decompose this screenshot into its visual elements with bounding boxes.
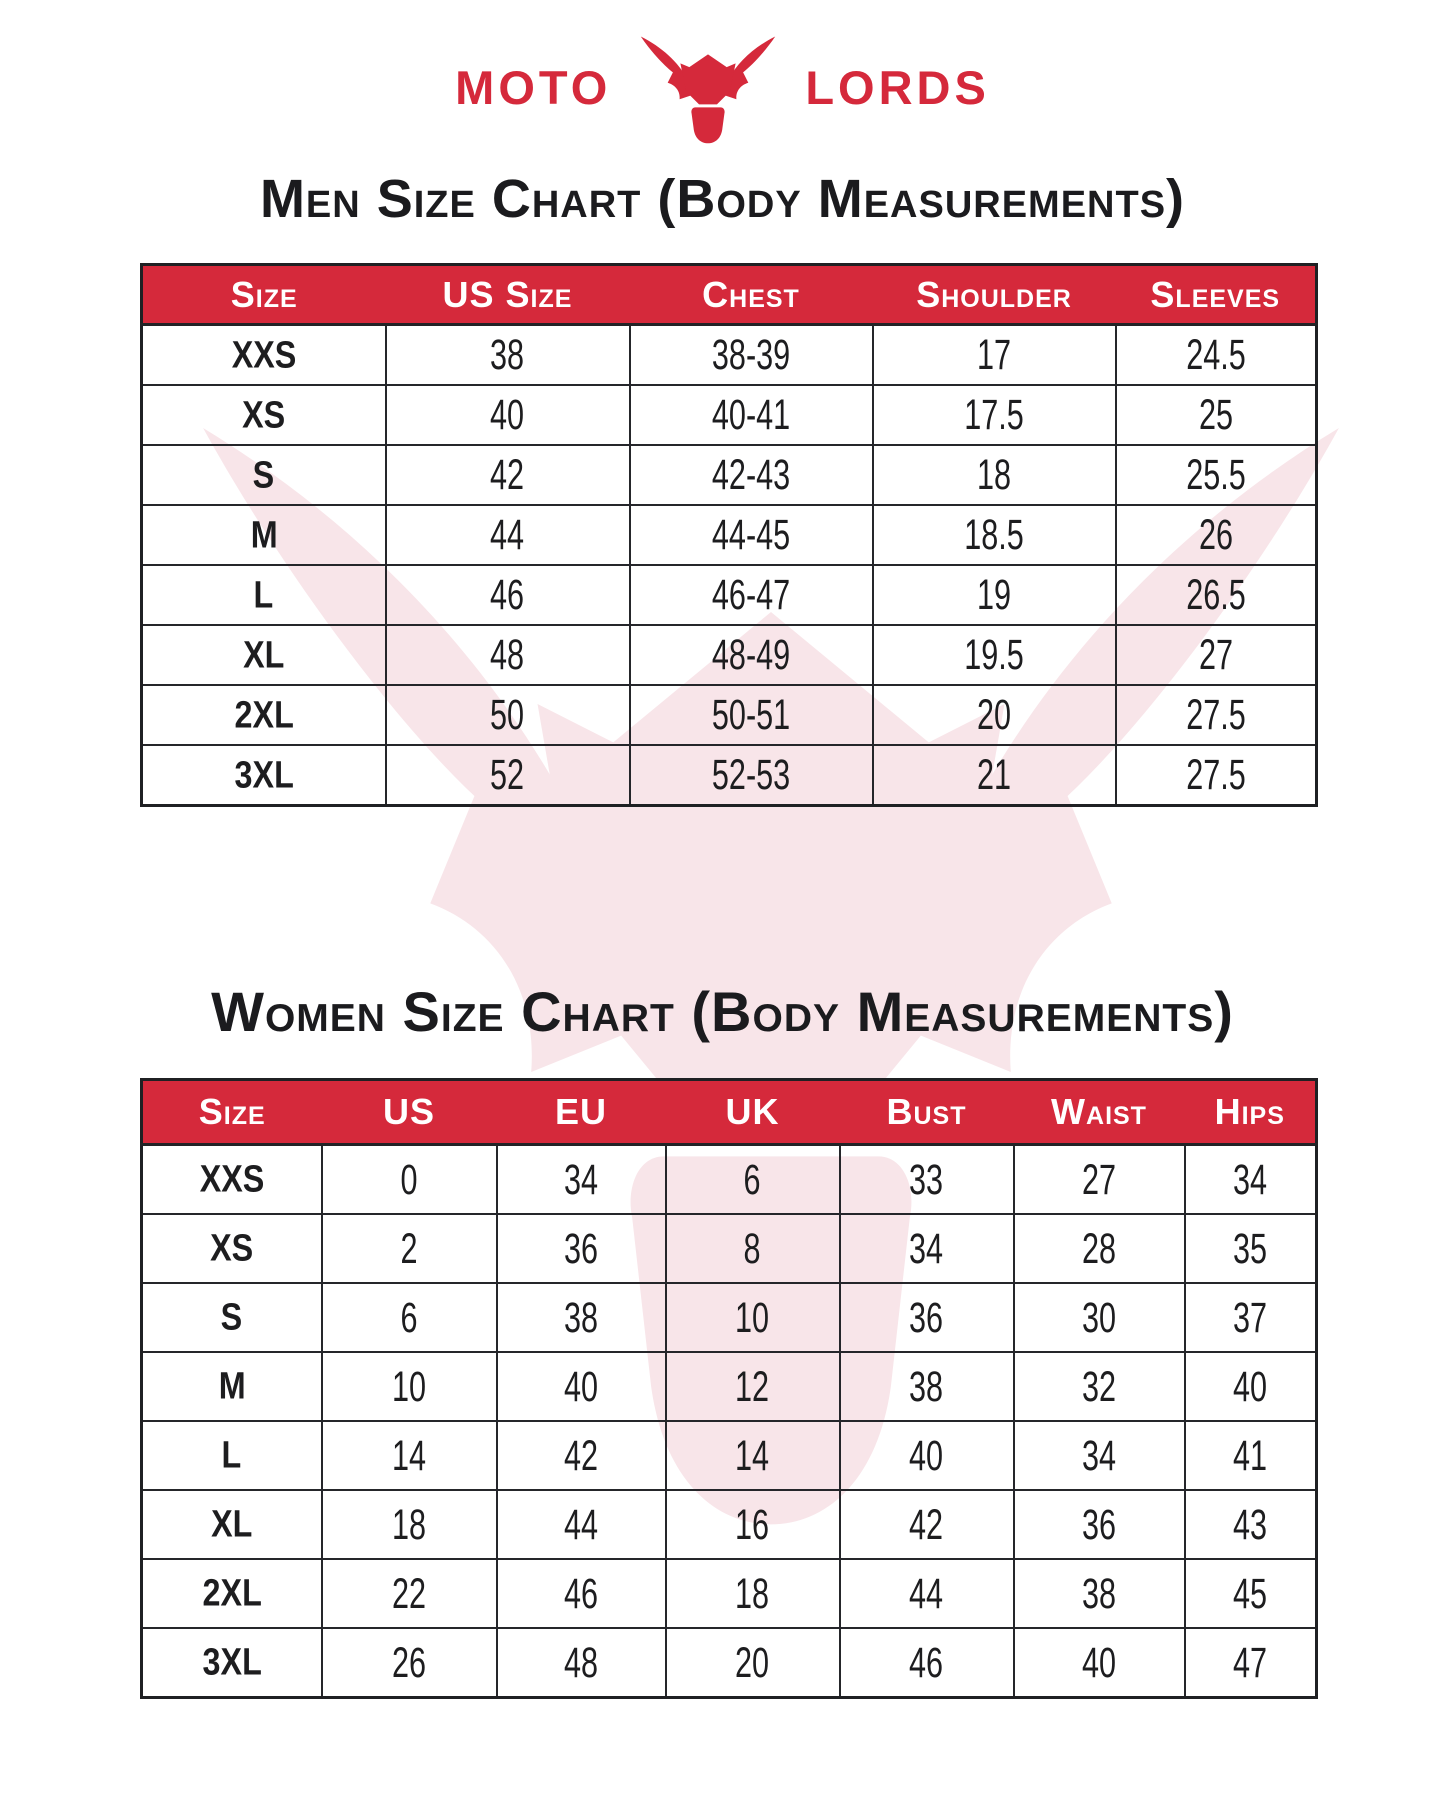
cell-value: 37 bbox=[1233, 1292, 1268, 1342]
value-cell bbox=[1014, 1490, 1185, 1559]
table-row bbox=[142, 1490, 1317, 1559]
value-cell bbox=[322, 1421, 497, 1490]
brand-name-right: LORDS bbox=[805, 61, 990, 114]
value-cell bbox=[322, 1490, 497, 1559]
size-cell bbox=[142, 445, 386, 505]
table-row bbox=[142, 685, 1317, 745]
cell-value: XL bbox=[243, 633, 285, 676]
size-cell bbox=[142, 385, 386, 445]
value-cell bbox=[630, 505, 873, 565]
value-cell bbox=[1014, 1283, 1185, 1352]
value-cell bbox=[873, 745, 1116, 806]
cell-value: 40 bbox=[490, 390, 525, 439]
cell-value: 22 bbox=[391, 1568, 427, 1618]
cell-value: 38-39 bbox=[711, 330, 791, 379]
value-cell bbox=[840, 1214, 1014, 1283]
value-cell bbox=[840, 1283, 1014, 1352]
cell-value: XS bbox=[210, 1226, 254, 1270]
cell-value: 24.5 bbox=[1185, 330, 1246, 379]
value-cell bbox=[666, 1559, 840, 1628]
size-cell bbox=[142, 1490, 322, 1559]
value-cell bbox=[630, 445, 873, 505]
cell-value: 2XL bbox=[234, 693, 294, 736]
cell-value: 26.5 bbox=[1185, 570, 1246, 619]
cell-value: 48-49 bbox=[711, 630, 791, 679]
men-header-row bbox=[142, 265, 1317, 325]
size-cell bbox=[142, 325, 386, 386]
value-cell bbox=[666, 1352, 840, 1421]
size-cell bbox=[142, 1145, 322, 1215]
cell-value: 44-45 bbox=[711, 510, 791, 559]
cell-value: 10 bbox=[391, 1361, 427, 1411]
cell-value: 44 bbox=[563, 1499, 599, 1549]
value-cell bbox=[666, 1283, 840, 1352]
cell-value: 26 bbox=[391, 1637, 427, 1687]
cell-value: 42 bbox=[563, 1430, 599, 1480]
value-cell bbox=[630, 685, 873, 745]
table-row bbox=[142, 1421, 1317, 1490]
cell-value: 44 bbox=[909, 1568, 944, 1618]
value-cell bbox=[497, 1352, 666, 1421]
women-header-hips: Hips bbox=[1185, 1080, 1317, 1145]
value-cell bbox=[1185, 1283, 1317, 1352]
value-cell bbox=[840, 1628, 1014, 1698]
cell-value: 46 bbox=[909, 1637, 944, 1687]
value-cell bbox=[840, 1145, 1014, 1215]
cell-value: 25.5 bbox=[1185, 450, 1246, 499]
cell-value: 40 bbox=[563, 1361, 599, 1411]
table-row bbox=[142, 1283, 1317, 1352]
cell-value: 21 bbox=[976, 750, 1012, 799]
size-cell bbox=[142, 1283, 322, 1352]
cell-value: 18 bbox=[976, 450, 1012, 499]
cell-value: 2XL bbox=[202, 1571, 262, 1615]
value-cell bbox=[1116, 325, 1317, 386]
value-cell bbox=[497, 1559, 666, 1628]
size-cell bbox=[142, 745, 386, 806]
cell-value: 42 bbox=[909, 1499, 944, 1549]
value-cell bbox=[322, 1628, 497, 1698]
value-cell bbox=[873, 325, 1116, 386]
value-cell bbox=[630, 625, 873, 685]
cell-value: 34 bbox=[909, 1223, 944, 1273]
value-cell bbox=[386, 325, 630, 386]
cell-value: 2 bbox=[400, 1223, 418, 1273]
value-cell bbox=[1116, 505, 1317, 565]
value-cell bbox=[1185, 1628, 1317, 1698]
value-cell bbox=[1185, 1421, 1317, 1490]
value-cell bbox=[630, 385, 873, 445]
value-cell bbox=[666, 1490, 840, 1559]
cell-value: 38 bbox=[563, 1292, 599, 1342]
value-cell bbox=[873, 385, 1116, 445]
value-cell bbox=[1185, 1559, 1317, 1628]
cell-value: 0 bbox=[400, 1154, 418, 1204]
cell-value: 38 bbox=[909, 1361, 944, 1411]
value-cell bbox=[840, 1421, 1014, 1490]
table-row bbox=[142, 1145, 1317, 1215]
value-cell bbox=[1185, 1352, 1317, 1421]
cell-value: 45 bbox=[1233, 1568, 1268, 1618]
cell-value: 18 bbox=[391, 1499, 427, 1549]
cell-value: 43 bbox=[1233, 1499, 1268, 1549]
value-cell bbox=[873, 565, 1116, 625]
cell-value: 42 bbox=[490, 450, 525, 499]
value-cell bbox=[1014, 1421, 1185, 1490]
women-header-bust: Bust bbox=[840, 1080, 1014, 1145]
value-cell bbox=[497, 1490, 666, 1559]
value-cell bbox=[666, 1421, 840, 1490]
value-cell bbox=[873, 685, 1116, 745]
value-cell bbox=[386, 385, 630, 445]
value-cell bbox=[630, 565, 873, 625]
value-cell bbox=[1014, 1559, 1185, 1628]
value-cell bbox=[322, 1214, 497, 1283]
table-row bbox=[142, 385, 1317, 445]
value-cell bbox=[386, 685, 630, 745]
table-row bbox=[142, 625, 1317, 685]
value-cell bbox=[322, 1559, 497, 1628]
table-row bbox=[142, 1559, 1317, 1628]
cell-value: 42-43 bbox=[711, 450, 791, 499]
cell-value: 3XL bbox=[234, 753, 294, 796]
cell-value: 38 bbox=[490, 330, 525, 379]
value-cell bbox=[1116, 745, 1317, 806]
cell-value: 27 bbox=[1081, 1154, 1117, 1204]
cell-value: XL bbox=[211, 1502, 253, 1546]
cell-value: 40 bbox=[909, 1430, 944, 1480]
cell-value: 46 bbox=[490, 570, 525, 619]
table-row bbox=[142, 505, 1317, 565]
value-cell bbox=[1014, 1352, 1185, 1421]
size-cell bbox=[142, 1559, 322, 1628]
size-cell bbox=[142, 1352, 322, 1421]
cell-value: XXS bbox=[199, 1157, 265, 1201]
cell-value: 40-41 bbox=[711, 390, 791, 439]
cell-value: 20 bbox=[976, 690, 1012, 739]
cell-value: 28 bbox=[1081, 1223, 1117, 1273]
cell-value: S bbox=[252, 453, 275, 496]
value-cell bbox=[497, 1421, 666, 1490]
women-header-us: US bbox=[322, 1080, 497, 1145]
cell-value: 34 bbox=[1081, 1430, 1117, 1480]
men-header-size: Size bbox=[142, 265, 386, 325]
value-cell bbox=[497, 1283, 666, 1352]
women-size-table bbox=[140, 1078, 1318, 1699]
table-row bbox=[142, 325, 1317, 386]
cell-value: 27.5 bbox=[1185, 750, 1246, 799]
table-row bbox=[142, 1214, 1317, 1283]
cell-value: L bbox=[221, 1433, 242, 1477]
size-cell bbox=[142, 565, 386, 625]
value-cell bbox=[840, 1490, 1014, 1559]
value-cell bbox=[840, 1352, 1014, 1421]
cell-value: 36 bbox=[563, 1223, 599, 1273]
cell-value: 36 bbox=[1081, 1499, 1117, 1549]
women-header-row bbox=[142, 1080, 1317, 1145]
cell-value: 34 bbox=[1233, 1154, 1268, 1204]
cell-value: 50 bbox=[490, 690, 525, 739]
cell-value: 12 bbox=[735, 1361, 770, 1411]
value-cell bbox=[1116, 445, 1317, 505]
size-cell bbox=[142, 685, 386, 745]
value-cell bbox=[873, 445, 1116, 505]
cell-value: 18.5 bbox=[964, 510, 1024, 559]
cell-value: 44 bbox=[490, 510, 525, 559]
women-chart-title: Women Size Chart (Body Measurements) bbox=[211, 980, 1234, 1043]
cell-value: 40 bbox=[1233, 1361, 1268, 1411]
cell-value: S bbox=[220, 1295, 243, 1339]
value-cell bbox=[1014, 1628, 1185, 1698]
size-cell bbox=[142, 1628, 322, 1698]
value-cell bbox=[873, 625, 1116, 685]
table-row bbox=[142, 1628, 1317, 1698]
cell-value: 14 bbox=[391, 1430, 427, 1480]
value-cell bbox=[497, 1214, 666, 1283]
value-cell bbox=[666, 1145, 840, 1215]
cell-value: 6 bbox=[743, 1154, 762, 1204]
cell-value: XS bbox=[242, 393, 286, 436]
men-chart-title: Men Size Chart (Body Measurements) bbox=[259, 169, 1186, 229]
table-row bbox=[142, 745, 1317, 806]
cell-value: 30 bbox=[1081, 1292, 1117, 1342]
cell-value: 50-51 bbox=[711, 690, 791, 739]
cell-value: 34 bbox=[563, 1154, 599, 1204]
women-header-size: Size bbox=[142, 1080, 322, 1145]
cell-value: 40 bbox=[1081, 1637, 1117, 1687]
table-row bbox=[142, 565, 1317, 625]
brand-name-left: MOTO bbox=[455, 61, 612, 114]
cell-value: 27.5 bbox=[1185, 690, 1246, 739]
size-cell bbox=[142, 1421, 322, 1490]
value-cell bbox=[1116, 625, 1317, 685]
men-size-table bbox=[140, 263, 1318, 807]
table-row bbox=[142, 1352, 1317, 1421]
value-cell bbox=[840, 1559, 1014, 1628]
value-cell bbox=[497, 1145, 666, 1215]
cell-value: 20 bbox=[735, 1637, 770, 1687]
women-header-waist: Waist bbox=[1014, 1080, 1185, 1145]
cell-value: 47 bbox=[1233, 1637, 1268, 1687]
cell-value: 17.5 bbox=[964, 390, 1024, 439]
value-cell bbox=[386, 625, 630, 685]
cell-value: 16 bbox=[735, 1499, 770, 1549]
value-cell bbox=[630, 325, 873, 386]
women-header-eu: EU bbox=[497, 1080, 666, 1145]
value-cell bbox=[1116, 685, 1317, 745]
value-cell bbox=[1116, 565, 1317, 625]
cell-value: 46-47 bbox=[711, 570, 791, 619]
cell-value: 33 bbox=[909, 1154, 944, 1204]
value-cell bbox=[322, 1145, 497, 1215]
value-cell bbox=[386, 445, 630, 505]
cell-value: M bbox=[250, 513, 278, 556]
value-cell bbox=[1014, 1145, 1185, 1215]
value-cell bbox=[666, 1628, 840, 1698]
cell-value: L bbox=[253, 573, 274, 616]
men-header-us-size: US Size bbox=[386, 265, 630, 325]
cell-value: 17 bbox=[976, 330, 1012, 379]
value-cell bbox=[386, 565, 630, 625]
size-cell bbox=[142, 505, 386, 565]
value-cell bbox=[630, 745, 873, 806]
men-header-shoulder: Shoulder bbox=[873, 265, 1116, 325]
cell-value: 26 bbox=[1198, 510, 1233, 559]
size-cell bbox=[142, 625, 386, 685]
value-cell bbox=[873, 505, 1116, 565]
value-cell bbox=[1116, 385, 1317, 445]
cell-value: 8 bbox=[743, 1223, 762, 1273]
cell-value: 6 bbox=[400, 1292, 418, 1342]
cell-value: 18 bbox=[735, 1568, 770, 1618]
size-cell bbox=[142, 1214, 322, 1283]
value-cell bbox=[1185, 1145, 1317, 1215]
cell-value: 48 bbox=[563, 1637, 599, 1687]
cell-value: M bbox=[218, 1364, 246, 1408]
bull-logo-icon bbox=[633, 32, 783, 144]
cell-value: 36 bbox=[909, 1292, 944, 1342]
value-cell bbox=[322, 1352, 497, 1421]
cell-value: 14 bbox=[735, 1430, 770, 1480]
cell-value: 35 bbox=[1233, 1223, 1268, 1273]
table-row bbox=[142, 445, 1317, 505]
men-header-chest: Chest bbox=[630, 265, 873, 325]
value-cell bbox=[497, 1628, 666, 1698]
value-cell bbox=[1185, 1490, 1317, 1559]
cell-value: 46 bbox=[563, 1568, 599, 1618]
women-header-uk: UK bbox=[666, 1080, 840, 1145]
value-cell bbox=[386, 505, 630, 565]
men-header-sleeves: Sleeves bbox=[1116, 265, 1317, 325]
cell-value: 52-53 bbox=[711, 750, 791, 799]
cell-value: 32 bbox=[1081, 1361, 1117, 1411]
value-cell bbox=[1014, 1214, 1185, 1283]
cell-value: XXS bbox=[231, 333, 297, 376]
cell-value: 10 bbox=[735, 1292, 770, 1342]
cell-value: 27 bbox=[1198, 630, 1233, 679]
brand-logo bbox=[0, 30, 1445, 145]
cell-value: 48 bbox=[490, 630, 525, 679]
cell-value: 19 bbox=[976, 570, 1012, 619]
value-cell bbox=[666, 1214, 840, 1283]
cell-value: 41 bbox=[1233, 1430, 1268, 1480]
cell-value: 25 bbox=[1198, 390, 1233, 439]
cell-value: 19.5 bbox=[964, 630, 1024, 679]
cell-value: 38 bbox=[1081, 1568, 1117, 1618]
cell-value: 3XL bbox=[202, 1640, 262, 1684]
value-cell bbox=[322, 1283, 497, 1352]
cell-value: 52 bbox=[490, 750, 525, 799]
value-cell bbox=[1185, 1214, 1317, 1283]
value-cell bbox=[386, 745, 630, 806]
